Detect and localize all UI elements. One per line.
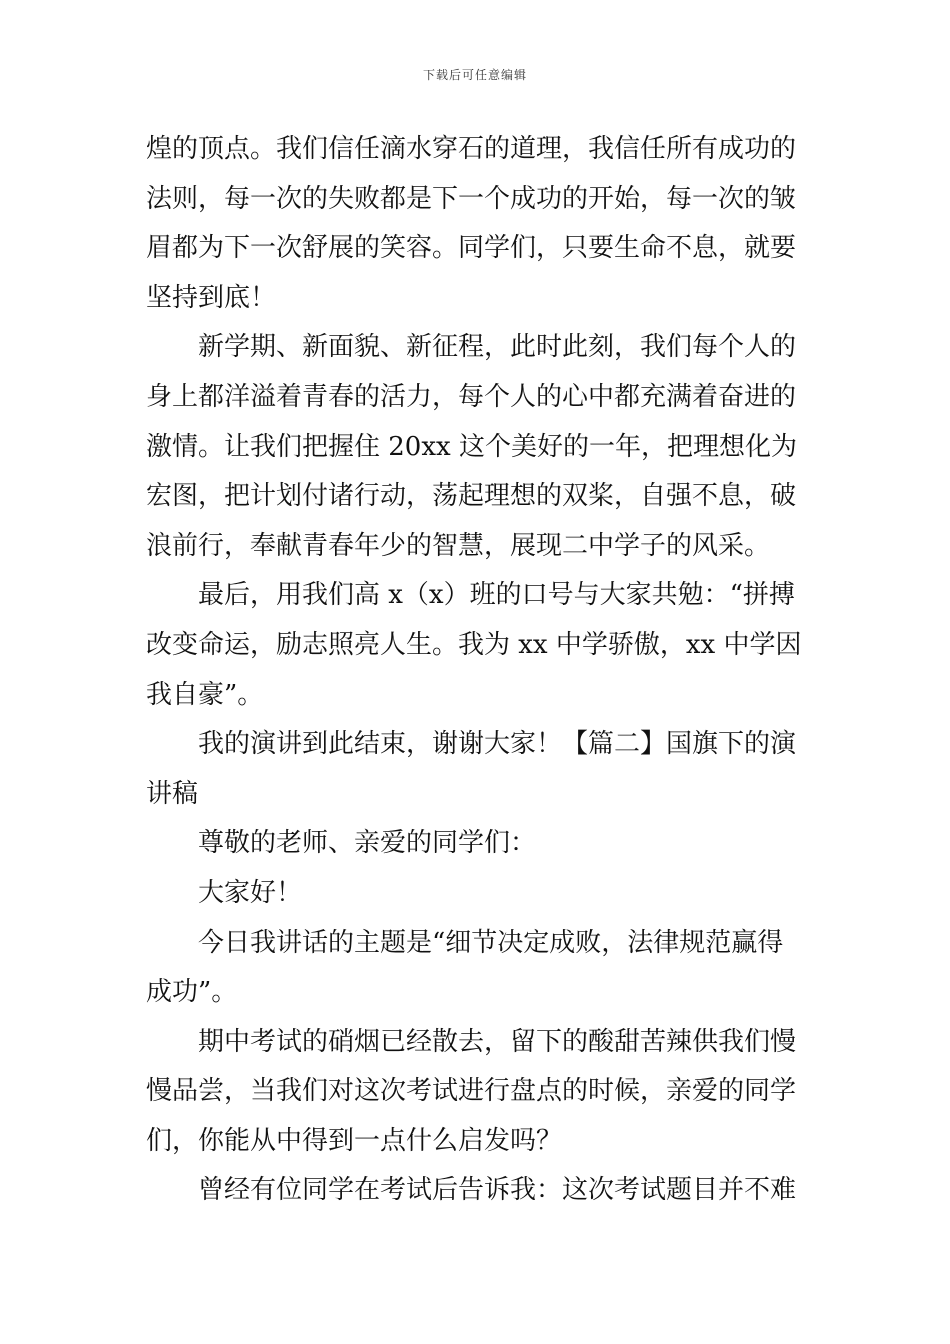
document-body [146, 125, 806, 1216]
paragraph-2: 新学期、新面貌、新征程，此时此刻，我们每个人的身上都洋溢着青春的活力，每个人的心中都充满着奋进的激情。让我们把握住 20xx 这个美好的一年，把理想化为宏图，把计划付诸行动，荡起理想的双桨，自强不息，破浪前行，奉献青春年少的智慧，展现二中学子的风采。 [146, 332, 797, 561]
paragraph-4: 我的演讲到此结束，谢谢大家！【篇二】国旗下的演讲稿 [146, 729, 797, 809]
paragraph-3: 最后，用我们高 x（x）班的口号与大家共勉：“拼搏改变命运，励志照亮人生。我为 xx 中学骄傲，xx 中学因我自豪”。 [146, 580, 802, 710]
paragraph-8: 期中考试的硝烟已经散去，留下的酸甜苦辣供我们慢慢品尝，当我们对这次考试进行盘点的时候，亲爱的同学们，你能从中得到一点什么启发吗？ [146, 1026, 797, 1156]
paragraph-7: 今日我讲话的主题是“细节决定成败，法律规范赢得成功”。 [146, 927, 784, 1008]
paragraph-1: 煌的顶点。我们信任滴水穿石的道理，我信任所有成功的法则，每一次的失败都是下一个成功的开始，每一次的皱眉都为下一次舒展的笑容。同学们，只要生命不息，就要坚持到底！ [146, 134, 797, 313]
paragraph-9: 曾经有位同学在考试后告诉我：这次考试题目并不难 [198, 1175, 797, 1206]
paragraph-5: 尊敬的老师、亲爱的同学们： [198, 828, 537, 859]
paragraph-6: 大家好！ [198, 877, 303, 908]
page-header-note: 下载后可任意编辑 [422, 68, 527, 82]
